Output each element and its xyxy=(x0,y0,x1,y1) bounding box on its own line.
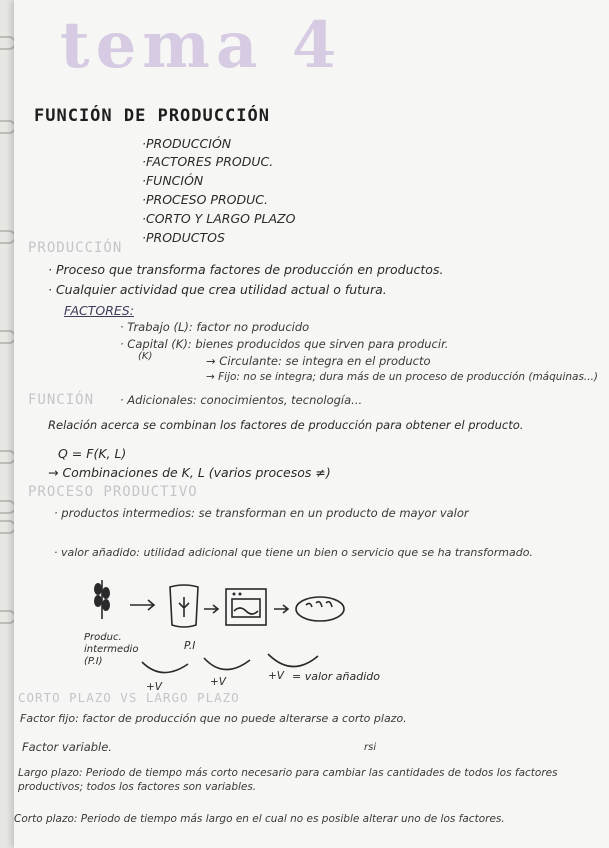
factor-item: → Circulante: se integra en el producto xyxy=(206,354,431,368)
diagram-label-intermedio: Produc. intermedio (P.I) xyxy=(84,632,139,667)
plazo-line: Largo plazo: Periodo de tiempo más corto necesario para cambiar las cantidades de todos los factores productivos; todos los factores son variables. xyxy=(18,767,558,793)
produccion-line: · Cualquier actividad que crea utilidad actual o futura. xyxy=(48,282,387,297)
flour-sack-icon xyxy=(170,585,198,627)
page-heading: FUNCIÓN DE PRODUCCIÓN xyxy=(34,106,270,126)
bread-icon xyxy=(296,597,344,621)
factor-item: · Adicionales: conocimientos, tecnología... xyxy=(120,393,363,407)
notebook-page xyxy=(14,0,609,848)
proceso-line: · valor añadido: utilidad adicional que tiene un bien o servicio que se ha transformado. xyxy=(54,546,533,559)
arrow-right-icon xyxy=(130,600,154,610)
plazo-line: Corto plazo: Periodo de tiempo más largo en el cual no es posible alterar uno de los factores. xyxy=(14,813,505,825)
section-title-proceso: PROCESO PRODUCTIVO xyxy=(28,484,198,500)
outline-item: ·FUNCIÓN xyxy=(142,173,204,188)
factor-item: → Fijo: no se integra; dura más de un proceso de producción (máquinas...) xyxy=(206,371,599,383)
plus-value-label: +V xyxy=(210,676,226,688)
factores-label: FACTORES: xyxy=(64,303,134,318)
outline-item: ·PRODUCCIÓN xyxy=(142,136,232,151)
value-added-result: = valor añadido xyxy=(292,670,380,683)
outline-item: ·FACTORES PRODUC. xyxy=(142,154,274,169)
factor-item: · Trabajo (L): factor no producido xyxy=(120,320,310,334)
plazo-line: Factor fijo: factor de producción que no puede alterarse a corto plazo. xyxy=(20,712,407,725)
oven-icon xyxy=(226,589,266,625)
arrow-right-icon xyxy=(274,605,288,613)
plazo-line: Factor variable. xyxy=(22,740,112,754)
funcion-line: → Combinaciones de K, L (varios procesos ≠) xyxy=(48,465,331,480)
page-watermark-title: tema 4 xyxy=(60,8,343,83)
proceso-line: · productos intermedios: se transforman en un producto de mayor valor xyxy=(54,506,469,520)
outline-item: ·CORTO Y LARGO PLAZO xyxy=(142,211,296,226)
section-title-funcion: FUNCIÓN xyxy=(28,392,95,408)
plus-value-label: +V xyxy=(268,670,284,682)
section-title-produccion: PRODUCCIÓN xyxy=(28,240,123,256)
funcion-line: Relación acerca se combinan los factores de producción para obtener el producto. xyxy=(48,418,524,432)
arrow-right-icon xyxy=(204,605,218,613)
margin-note: rsi xyxy=(364,742,377,753)
outline-item: ·PRODUCTOS xyxy=(142,230,225,245)
diagram-label-pi: P.I xyxy=(184,640,196,652)
section-title-plazo: CORTO PLAZO VS LARGO PLAZO xyxy=(18,690,240,705)
factor-item: · Capital (K): bienes producidos que sirven para producir. xyxy=(120,337,449,351)
plus-value-label: +V xyxy=(146,681,162,693)
produccion-line: · Proceso que transforma factores de producción en productos. xyxy=(48,262,444,277)
capital-note: (K) xyxy=(138,351,153,362)
outline-item: ·PROCESO PRODUC. xyxy=(142,192,268,207)
funcion-formula: Q = F(K, L) xyxy=(58,446,127,461)
wheat-icon xyxy=(94,580,110,619)
